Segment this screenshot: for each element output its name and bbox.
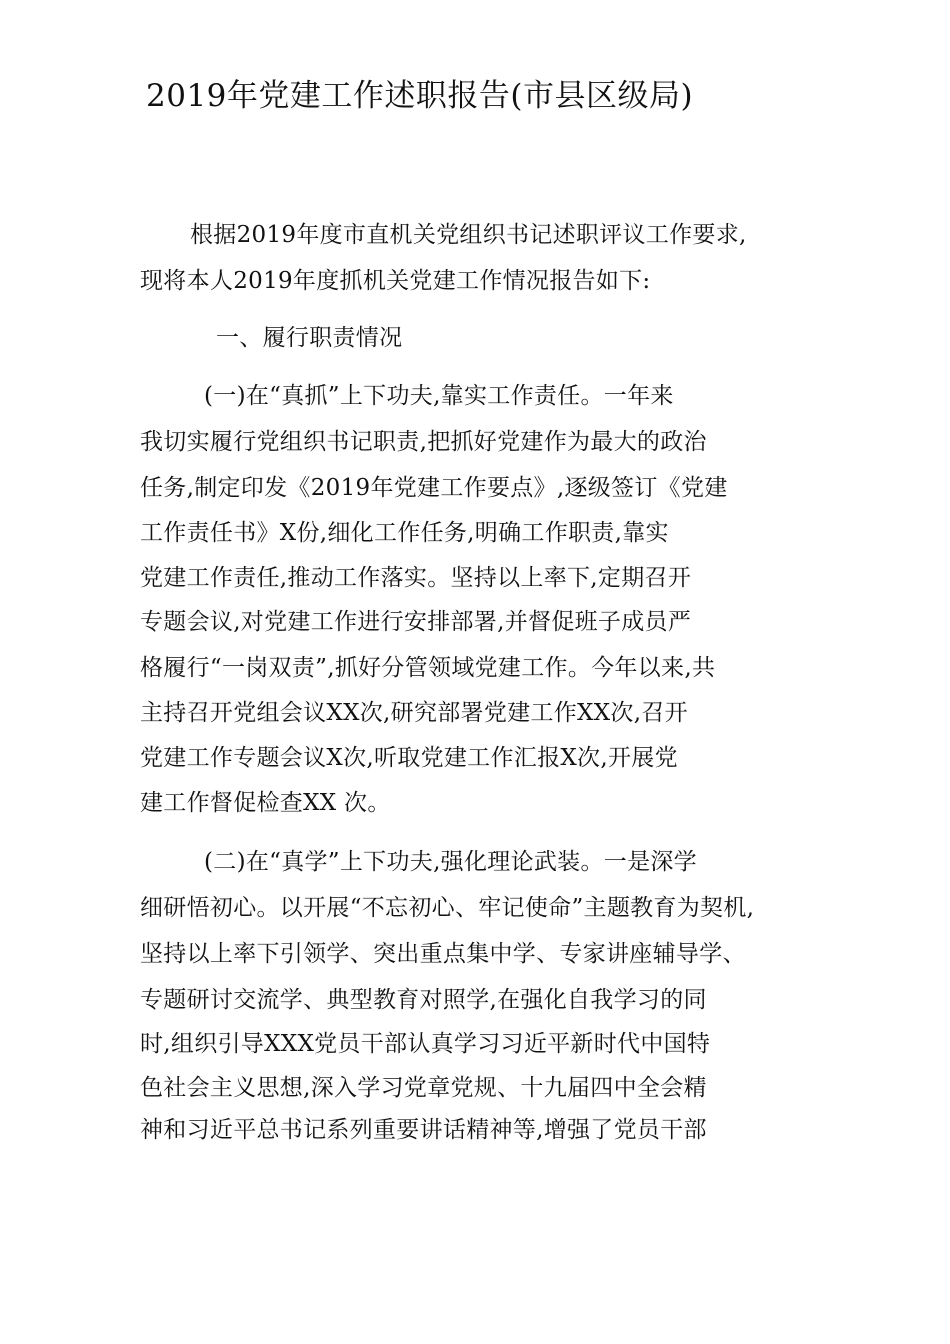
para1-line-1: (一)在“真抓”上下功夫,靠实工作责任。一年来 xyxy=(204,383,674,409)
para1-line-8: 主持召开党组会议XX次,研究部署党建工作XX次,召开 xyxy=(140,700,688,726)
para1-line-4: 工作责任书》X份,细化工作任务,明确工作职责,靠实 xyxy=(140,520,669,546)
intro-line-1: 根据2019年度市直机关党组织书记述职评议工作要求, xyxy=(190,222,747,248)
intro-line-2: 现将本人2019年度抓机关党建工作情况报告如下: xyxy=(140,268,651,294)
para2-line-5: 时,组织引导XXX党员干部认真学习习近平新时代中国特 xyxy=(140,1031,711,1057)
section-heading: 一、履行职责情况 xyxy=(216,325,403,351)
para1-line-9: 党建工作专题会议X次,听取党建工作汇报X次,开展党 xyxy=(140,745,678,771)
para1-line-2: 我切实履行党组织书记职责,把抓好党建作为最大的政治 xyxy=(140,429,707,455)
para2-line-4: 专题研讨交流学、典型教育对照学,在强化自我学习的同 xyxy=(140,987,707,1013)
para2-line-1: (二)在“真学”上下功夫,强化理论武装。一是深学 xyxy=(204,849,697,875)
para1-line-5: 党建工作责任,推动工作落实。坚持以上率下,定期召开 xyxy=(140,565,692,591)
para2-line-6: 色社会主义思想,深入学习党章党规、十九届四中全会精 xyxy=(140,1075,707,1101)
para1-line-7: 格履行“一岗双责”,抓好分管领域党建工作。今年以来,共 xyxy=(140,655,716,681)
document-title: 2019年党建工作述职报告(市县区级局) xyxy=(146,78,694,114)
para2-line-7: 神和习近平总书记系列重要讲话精神等,增强了党员干部 xyxy=(140,1117,707,1143)
para2-line-2: 细研悟初心。以开展“不忘初心、牢记使命”主题教育为契机, xyxy=(140,895,755,921)
para1-line-10: 建工作督促检查XX 次。 xyxy=(140,790,391,816)
para1-line-3: 任务,制定印发《2019年党建工作要点》,逐级签订《党建 xyxy=(140,475,728,501)
para1-line-6: 专题会议,对党建工作进行安排部署,并督促班子成员严 xyxy=(140,609,692,635)
para2-line-3: 坚持以上率下引领学、突出重点集中学、专家讲座辅导学、 xyxy=(140,941,746,967)
